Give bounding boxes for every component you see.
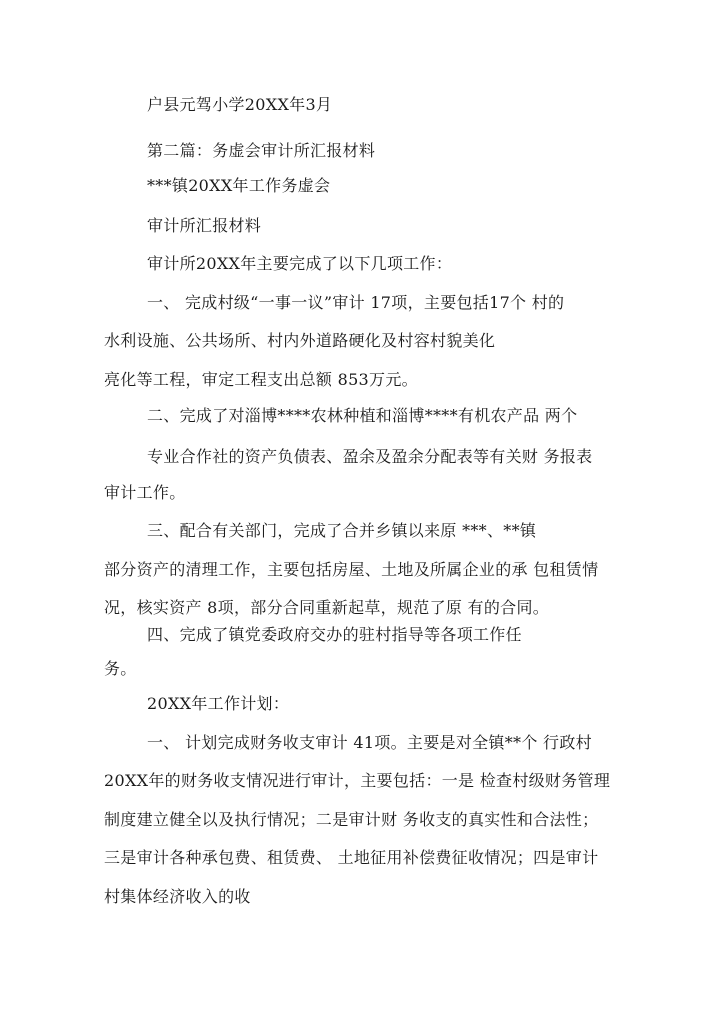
text-line: 况，核实资产 8项，部分合同重新起草，规范了原 有的合同。 bbox=[104, 598, 550, 617]
text-line: 部分资产的清理工作，主要包括房屋、土地及所属企业的承 包租赁情 bbox=[104, 560, 599, 579]
text-line: 20XX年的财务收支情况进行审计，主要包括：一是 检查村级财务管理 bbox=[104, 771, 611, 790]
text-line: 审计所20XX年主要完成了以下几项工作： bbox=[147, 254, 453, 273]
text-line: 审计工作。 bbox=[104, 483, 186, 502]
text-line: 务。 bbox=[104, 659, 137, 678]
text-line: 户县元驾小学20XX年3月 bbox=[147, 95, 333, 114]
text-line: 专业合作社的资产负债表、盈余及盈余分配表等有关财 务报表 bbox=[147, 447, 593, 466]
text-line: 一、 计划完成财务收支审计 41项。主要是对全镇**个 行政村 bbox=[147, 733, 592, 752]
text-line: 制度建立健全以及执行情况；二是审计财 务收支的真实性和合法性； bbox=[104, 810, 599, 829]
text-line: 三是审计各种承包费、租赁费、 土地征用补偿费征收情况；四是审计 bbox=[104, 848, 599, 867]
text-line: 亮化等工程，审定工程支出总额 853万元。 bbox=[104, 370, 418, 389]
text-line: 四、完成了镇党委政府交办的驻村指导等各项工作任 bbox=[147, 625, 522, 644]
text-line: 村集体经济收入的收 bbox=[104, 887, 251, 906]
text-line: 第二篇：务虚会审计所汇报材料 bbox=[147, 141, 376, 160]
text-line: 20XX年工作计划： bbox=[147, 694, 290, 713]
text-line: 水利设施、公共场所、村内外道路硬化及村容村貌美化 bbox=[104, 331, 496, 350]
text-line: ***镇20XX年工作务虚会 bbox=[147, 176, 331, 195]
text-line: 一、 完成村级“一事一议”审计 17项，主要包括17个 村的 bbox=[147, 293, 565, 312]
text-line: 三、配合有关部门，完成了合并乡镇以来原 ***、**镇 bbox=[147, 521, 537, 540]
text-line: 审计所汇报材料 bbox=[147, 216, 262, 235]
text-line: 二、完成了对淄博****农林种植和淄博****有机农产品 两个 bbox=[147, 406, 578, 425]
